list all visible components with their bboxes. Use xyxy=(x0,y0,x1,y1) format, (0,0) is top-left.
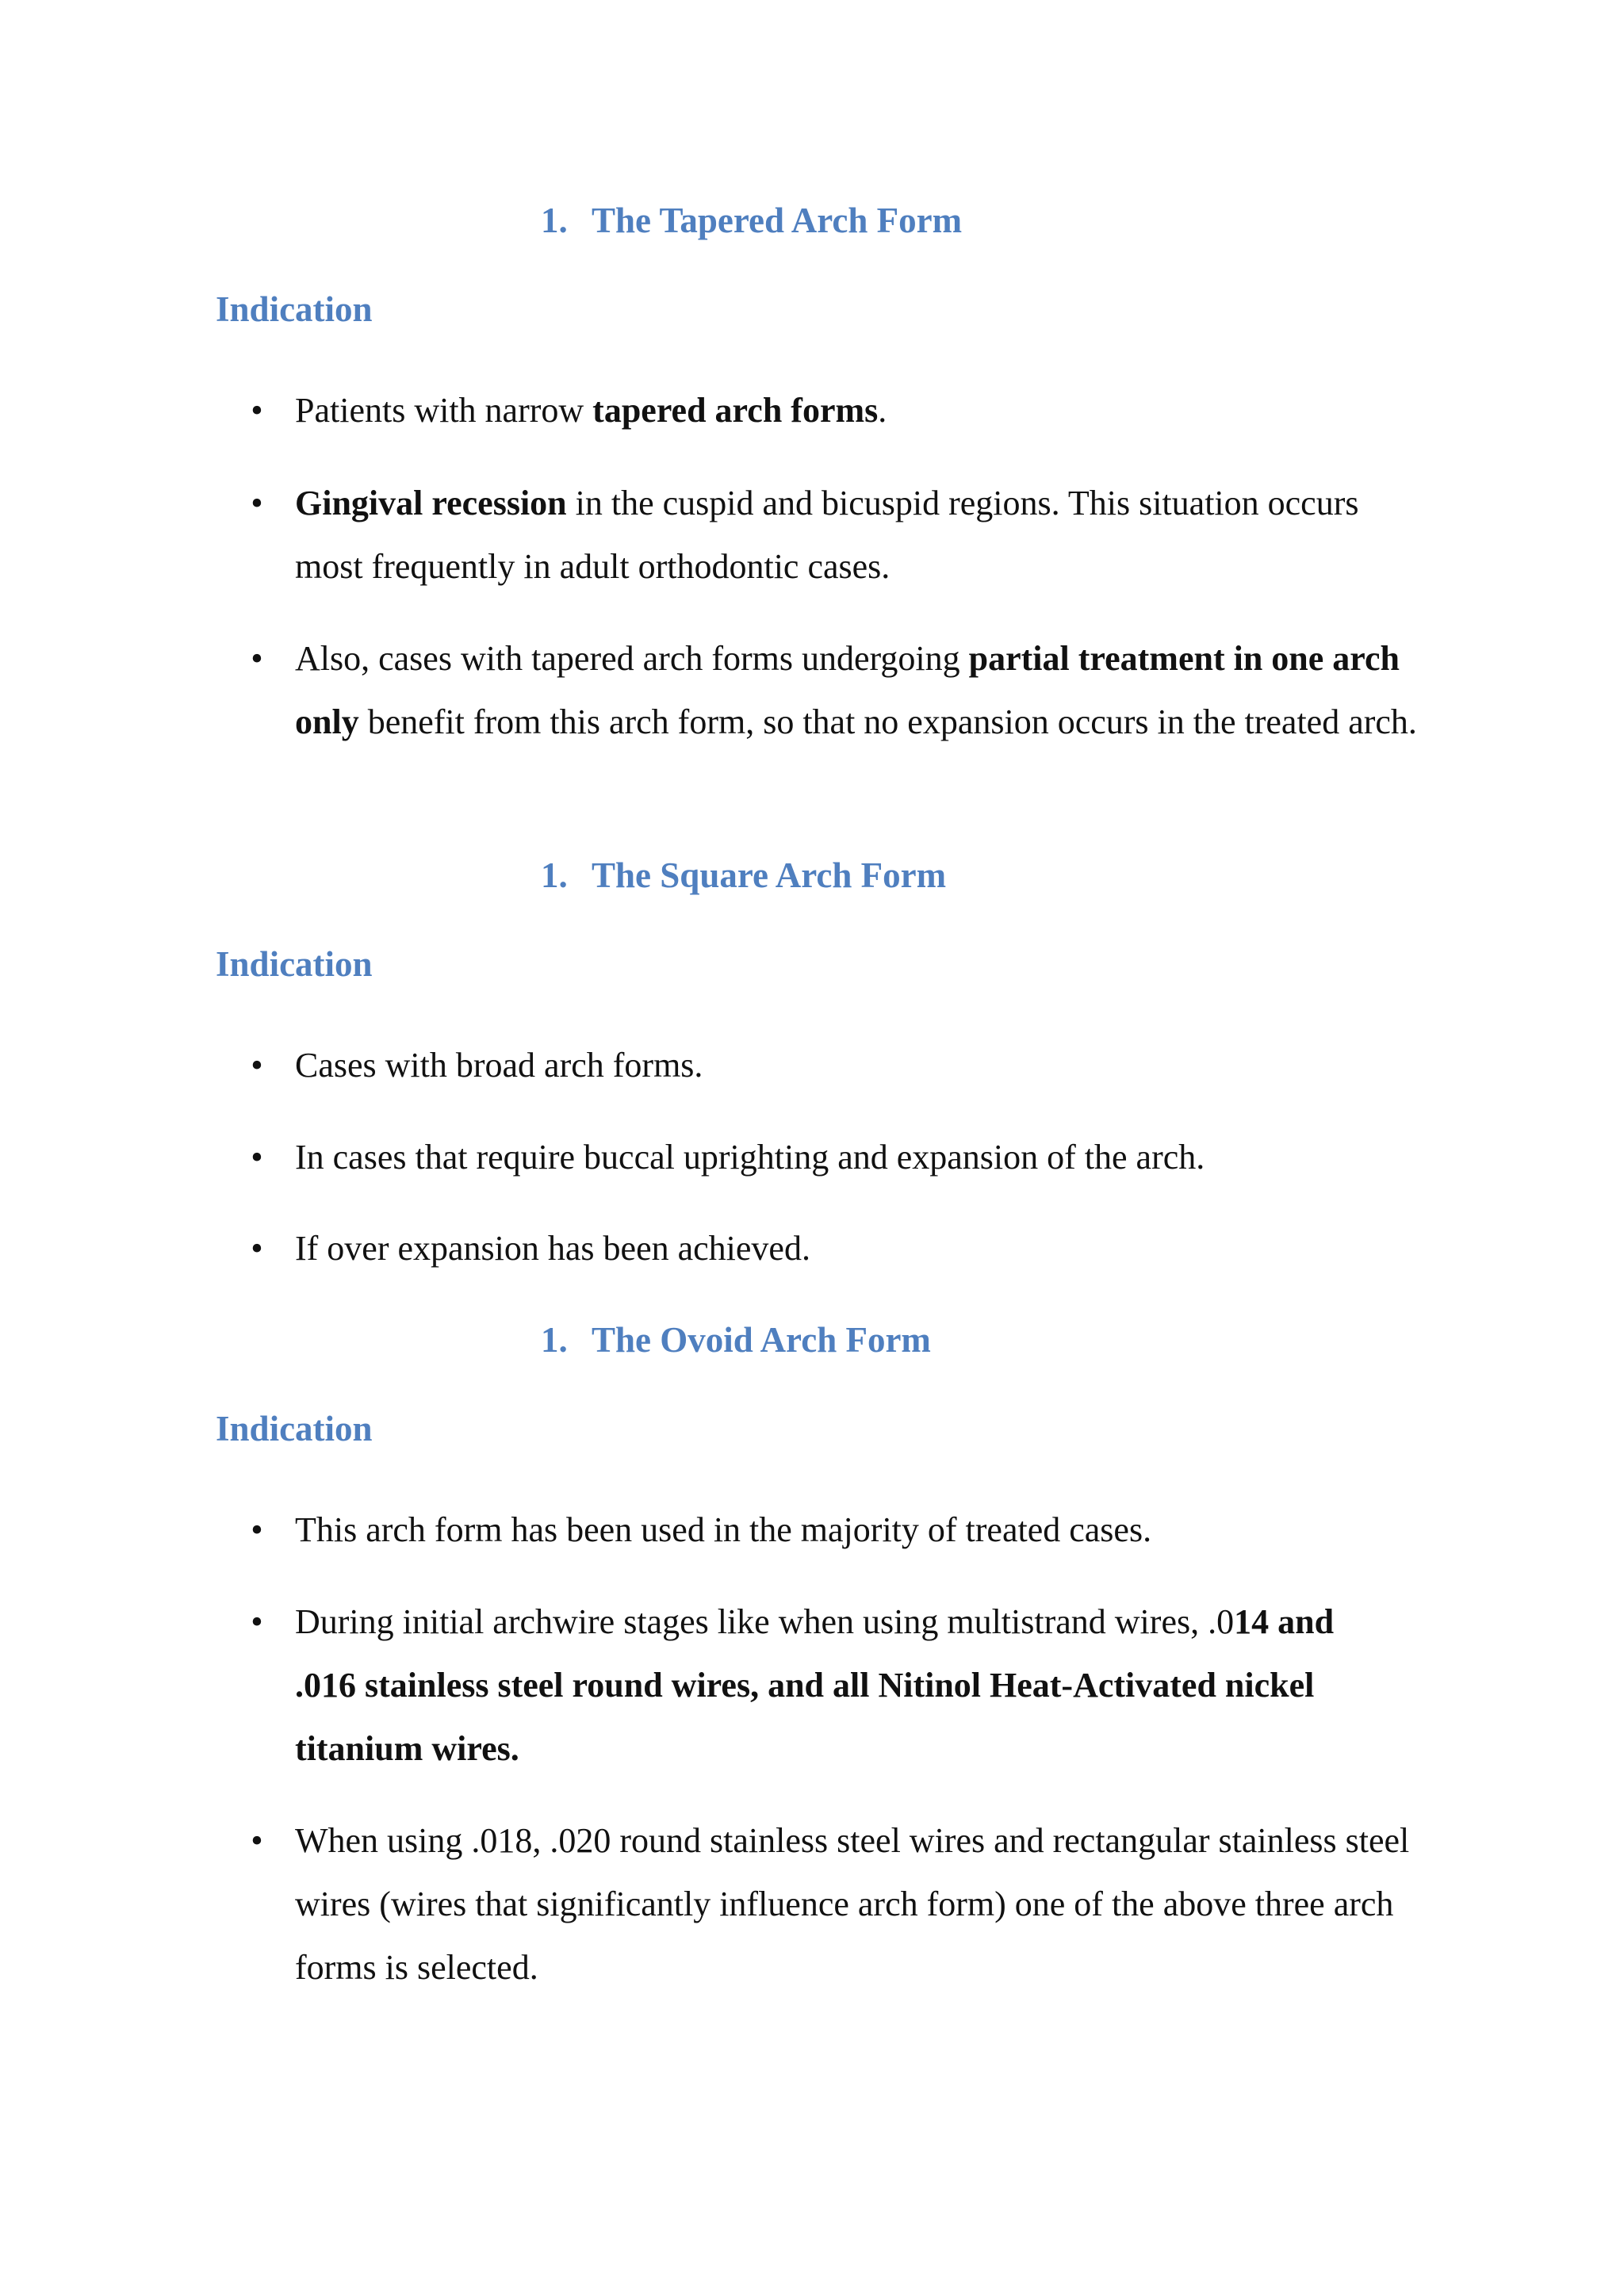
heading-number: 1. xyxy=(541,201,568,240)
bullet-point: • xyxy=(251,391,263,430)
list-item: When using .018, .020 round stainless steel wires and rectangular stainless steel wires (wires that significantly influence arch form) one of the above three arch forms is selected. xyxy=(295,1821,1410,1987)
list-item: During initial archwire stages like when using multistrand wires, .014 and .016 stainless steel round wires, and all Nitinol Heat-Activated nickel titanium wires. xyxy=(295,1602,1335,1768)
bullet-point: • xyxy=(251,1821,263,1860)
list-item: This arch form has been used in the majority of treated cases. xyxy=(295,1510,1152,1549)
list-item: Gingival recession in the cuspid and bicuspid regions. This situation occurs most frequently in adult orthodontic cases. xyxy=(295,484,1359,586)
section-heading xyxy=(541,1318,931,1362)
section-subheading: Indication xyxy=(216,944,373,984)
section-subheading: Indication xyxy=(216,1409,373,1448)
list-item: Cases with broad arch forms. xyxy=(295,1046,703,1085)
bullet-point: • xyxy=(251,1229,263,1268)
bullet-point: • xyxy=(251,484,263,522)
list-item: In cases that require buccal uprighting and expansion of the arch. xyxy=(295,1138,1205,1177)
list-item: Patients with narrow tapered arch forms. xyxy=(295,391,887,430)
list-item: If over expansion has been achieved. xyxy=(295,1229,810,1268)
bullet-point: • xyxy=(251,1138,263,1177)
heading-number: 1. xyxy=(541,1320,568,1360)
heading-title: The Tapered Arch Form xyxy=(592,201,963,240)
bullet-point: • xyxy=(251,1510,263,1549)
list-item: Also, cases with tapered arch forms undergoing partial treatment in one arch only benefit from this arch form, so that no expansion occurs in the treated arch. xyxy=(295,639,1417,741)
heading-number: 1. xyxy=(541,855,568,895)
section-subheading: Indication xyxy=(216,289,373,329)
bullet-point: • xyxy=(251,639,263,678)
bullet-point: • xyxy=(251,1046,263,1085)
bullet-point: • xyxy=(251,1602,263,1641)
heading-title: The Square Arch Form xyxy=(592,855,947,895)
section-heading xyxy=(541,198,962,243)
heading-title: The Ovoid Arch Form xyxy=(592,1320,931,1360)
section-heading xyxy=(541,853,946,897)
